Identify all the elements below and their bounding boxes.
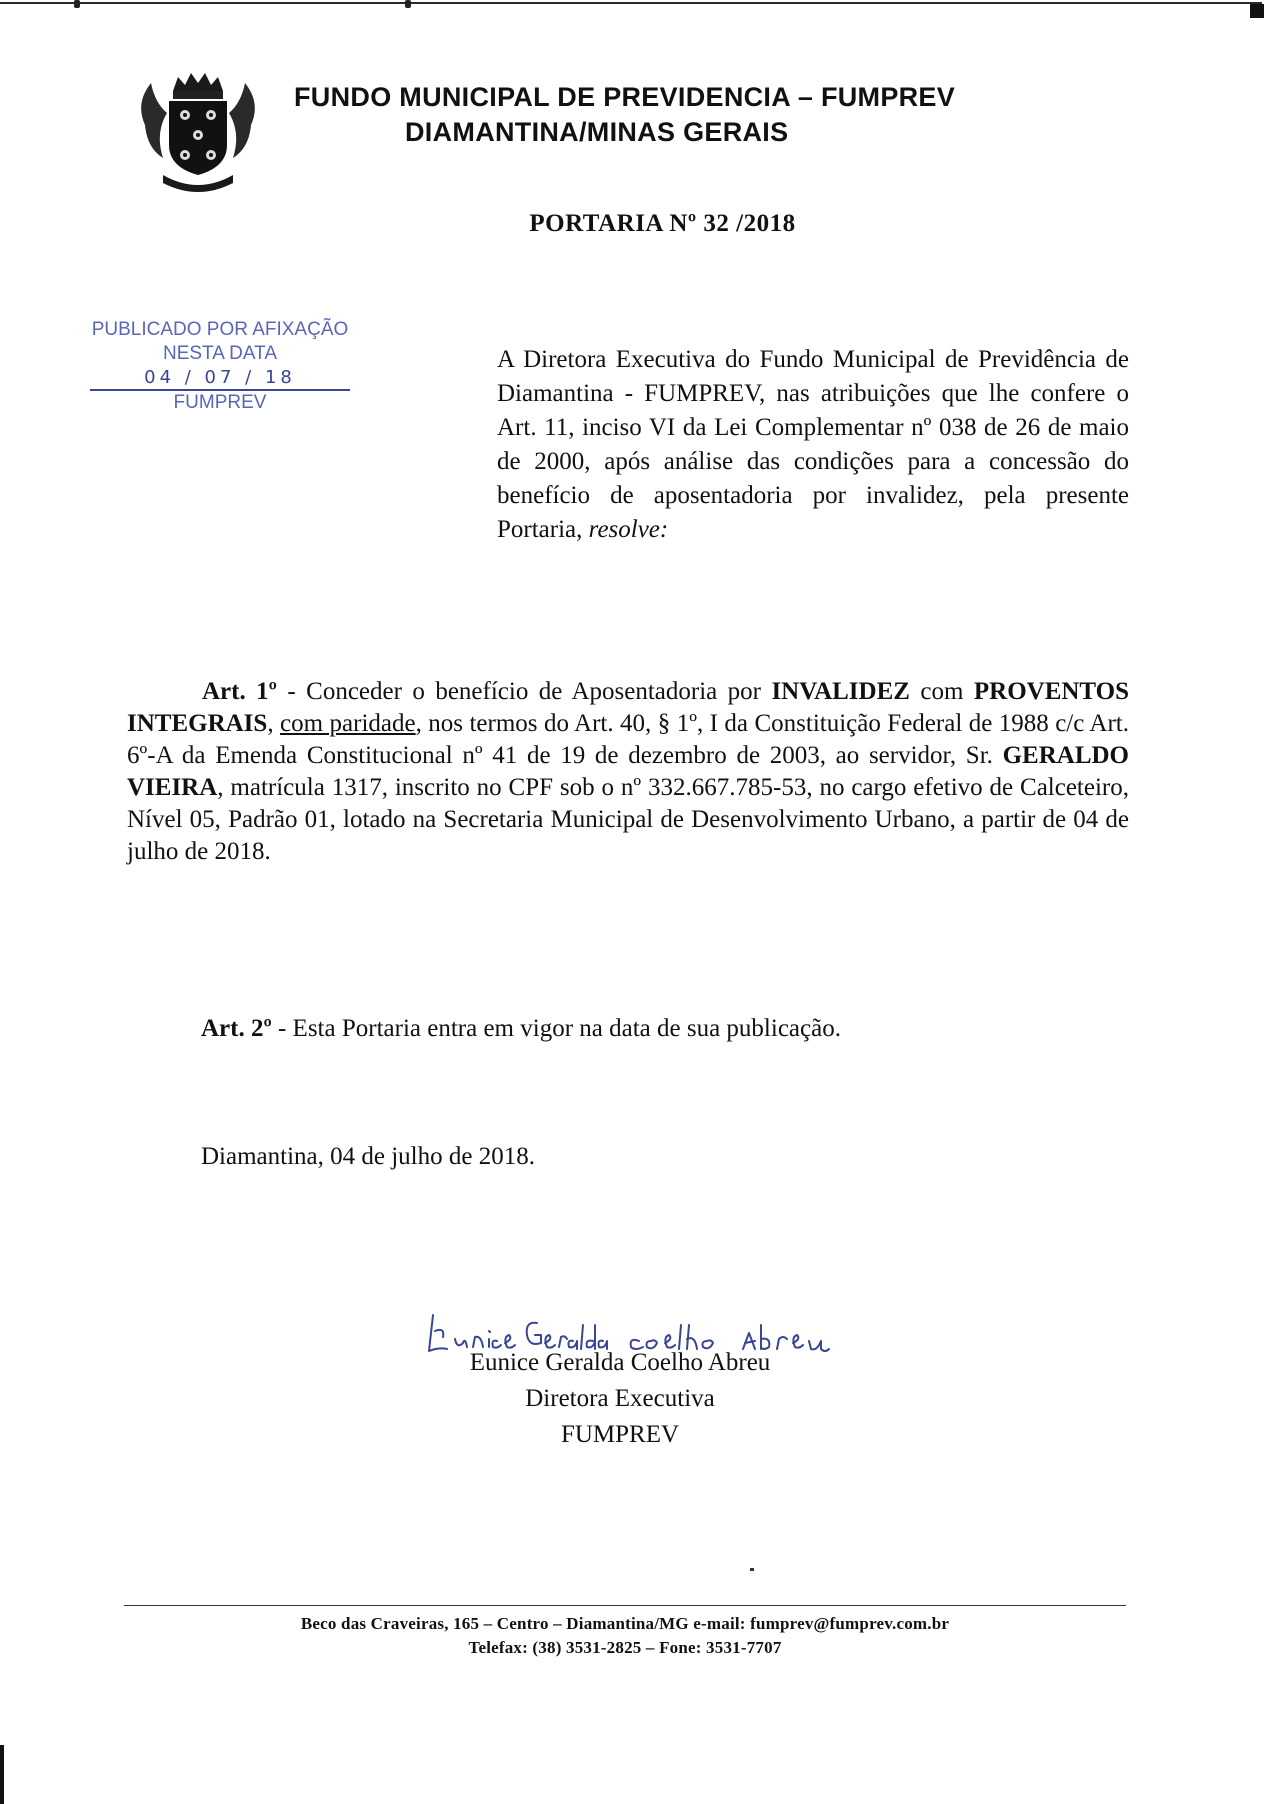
article-1-text: com bbox=[909, 678, 974, 705]
scan-speck bbox=[74, 0, 80, 8]
scan-edge-mark bbox=[1250, 4, 1264, 18]
article-1-text: , nos termos do Art. 40, § 1º, I da Constituição Federal de 1988 c/c Art. 6º-A da Emenda Constitucional nº 41 de 19 de dezembro de 2003, ao servidor, Sr. bbox=[127, 710, 1129, 769]
document-title: PORTARIA Nº 32 /2018 bbox=[529, 210, 796, 237]
stamp-line-3: FUMPREV bbox=[173, 392, 267, 413]
institution-location: DIAMANTINA/MINAS GERAIS bbox=[405, 117, 789, 147]
article-2-text: - Esta Portaria entra em vigor na data de sua publicação. bbox=[271, 1015, 841, 1042]
institution-name: FUNDO MUNICIPAL DE PREVIDENCIA – FUMPREV bbox=[294, 82, 956, 112]
article-1-text: , matrícula 1317, inscrito no CPF sob o nº 332.667.785-53, no cargo efetivo de Calceteiro, Nível 05, Padrão 01, lotado na Secretaria Municipal de Desenvolvimento Urbano, a partir de 04 de julho de 2018. bbox=[127, 774, 1129, 865]
article-1-bold: INVALIDEZ bbox=[771, 678, 910, 705]
stamp-date: 04 / 07 / 18 bbox=[90, 367, 350, 391]
place-and-date: Diamantina, 04 de julho de 2018. bbox=[201, 1143, 535, 1170]
article-1-underlined: com paridade bbox=[280, 710, 416, 737]
article-1-text: , bbox=[267, 710, 281, 737]
footer-address: Beco das Craveiras, 165 – Centro – Diamantina/MG e-mail: fumprev@fumprev.com.br bbox=[300, 1614, 950, 1633]
article-1-bold: PROVENTOS INTEGRAIS bbox=[127, 678, 1130, 737]
preamble-paragraph bbox=[497, 343, 1129, 547]
footer-rule bbox=[124, 1605, 1126, 1606]
scan-edge-mark bbox=[0, 1745, 4, 1804]
footer-phones: Telefax: (38) 3531-2825 – Fone: 3531-7707 bbox=[468, 1638, 782, 1657]
preamble-resolve: resolve: bbox=[588, 516, 669, 543]
article-1-label: Art. 1º bbox=[202, 678, 277, 705]
scan-speck bbox=[405, 0, 411, 8]
article-1 bbox=[127, 676, 1129, 868]
publication-stamp bbox=[70, 318, 370, 415]
signer-name: Eunice Geralda Coelho Abreu bbox=[469, 1349, 771, 1376]
stamp-line-2: NESTA DATA bbox=[162, 343, 278, 364]
coat-of-arms-icon bbox=[133, 63, 263, 193]
signature-block bbox=[380, 1345, 860, 1453]
top-border-line bbox=[0, 2, 1262, 4]
article-2-label: Art. 2º bbox=[201, 1015, 272, 1042]
servant-name: GERALDO VIEIRA bbox=[127, 742, 1129, 801]
preamble-text: A Diretora Executiva do Fundo Municipal de Previdência de Diamantina - FUMPREV, nas atribuições que lhe confere o Art. 11, inciso VI da Lei Complementar nº 038 de 26 de maio de 2000, após análise das condições para a concessão do benefício de aposentadoria por invalidez, pela presente Portaria, bbox=[497, 346, 1129, 543]
article-1-text: - Conceder o benefício de Aposentadoria por bbox=[276, 678, 772, 705]
stamp-line-1: PUBLICADO POR AFIXAÇÃO bbox=[91, 319, 349, 340]
scan-speck bbox=[750, 1568, 754, 1571]
article-2 bbox=[201, 1013, 1101, 1045]
signer-role: Diretora Executiva bbox=[525, 1385, 715, 1412]
signer-organization: FUMPREV bbox=[560, 1421, 680, 1448]
